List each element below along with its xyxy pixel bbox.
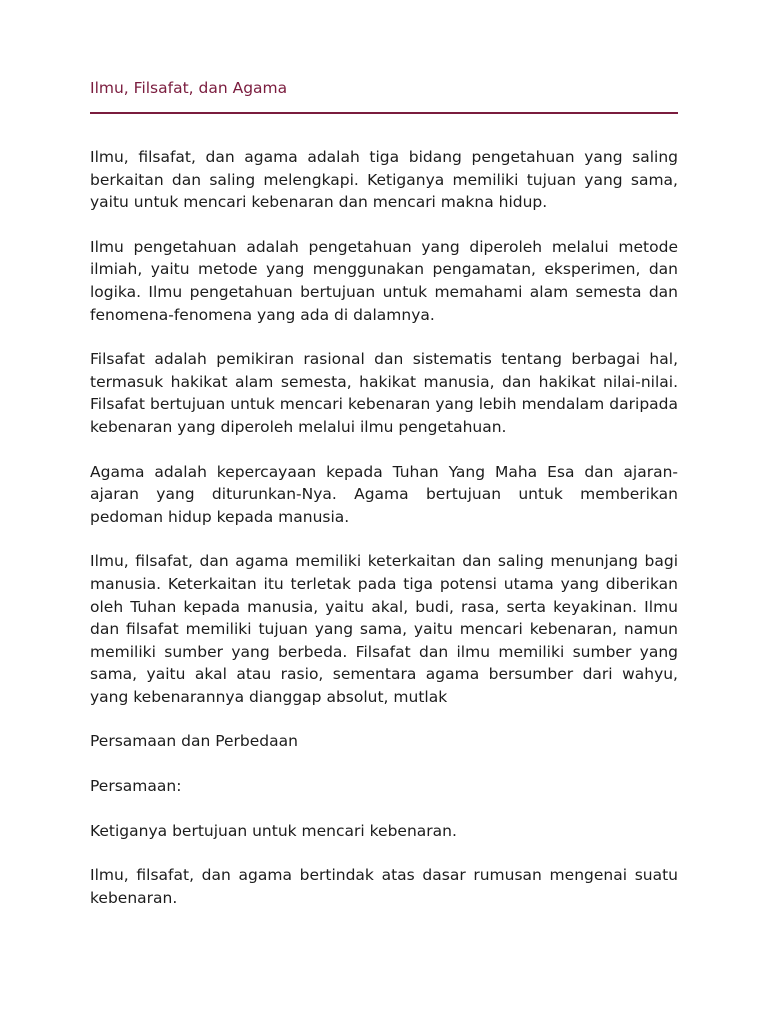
paragraph-ilmu: Ilmu pengetahuan adalah pengetahuan yang diperoleh melalui metode ilmiah, yaitu metode yang menggunakan pengamatan, eksperimen, dan logika. Ilmu pengetahuan bertujuan untuk memahami alam semesta dan fenomena-fenomena yang ada di dalamnya. bbox=[90, 237, 678, 324]
subsection-heading: Persamaan: bbox=[90, 777, 182, 796]
document-page bbox=[90, 0, 678, 931]
paragraph-intro: Ilmu, filsafat, dan agama adalah tiga bidang pengetahuan yang saling berkaitan dan saling melengkapi. Ketiganya memiliki tujuan yang sama, yaitu untuk mencari kebenaran dan mencari makna hidup. bbox=[90, 148, 678, 212]
title-divider bbox=[90, 112, 678, 114]
document-title: Ilmu, Filsafat, dan Agama bbox=[90, 79, 288, 97]
paragraph-filsafat: Filsafat adalah pemikiran rasional dan sistematis tentang berbagai hal, termasuk hakikat alam semesta, hakikat manusia, dan hakikat nilai-nilai. Filsafat bertujuan untuk mencari kebenaran yang lebih mendalam daripada kebenaran yang diperoleh melalui ilmu pengetahuan. bbox=[90, 350, 678, 436]
paragraph-agama: Agama adalah kepercayaan kepada Tuhan Yang Maha Esa dan ajaran-ajaran yang diturunkan-Nya. Agama bertujuan untuk memberikan pedoman hidup kepada manusia. bbox=[90, 462, 678, 526]
document-body bbox=[90, 146, 678, 909]
paragraph-persamaan-2: Ilmu, filsafat, dan agama bertindak atas dasar rumusan mengenai suatu kebenaran. bbox=[90, 866, 678, 907]
section-heading: Persamaan dan Perbedaan bbox=[90, 732, 298, 751]
paragraph-persamaan-1: Ketiganya bertujuan untuk mencari kebenaran. bbox=[90, 821, 457, 840]
paragraph-keterkaitan: Ilmu, filsafat, dan agama memiliki keterkaitan dan saling menunjang bagi manusia. Keterkaitan itu terletak pada tiga potensi utama yang diberikan oleh Tuhan kepada manusia, yaitu akal, budi, rasa, serta keyakinan. Ilmu dan filsafat memiliki tujuan yang sama, yaitu mencari kebenaran, namun memiliki sumber yang berbeda. Filsafat dan ilmu memiliki sumber yang sama, yaitu akal atau rasio, sementara agama bersumber dari wahyu, yang kebenarannya dianggap absolut, mutlak bbox=[90, 552, 678, 706]
